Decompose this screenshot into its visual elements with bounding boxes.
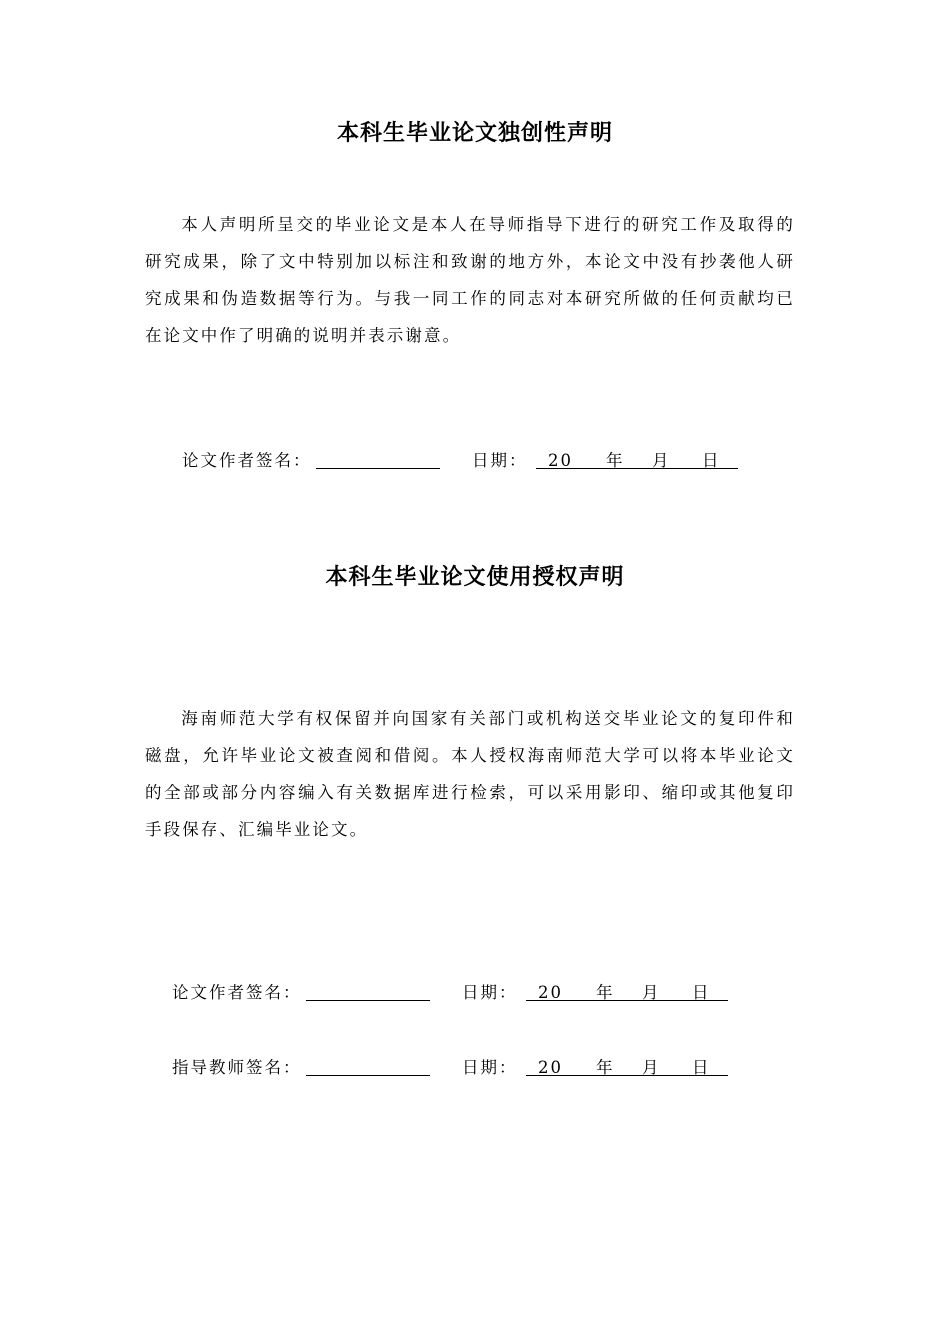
- author-signature-line[interactable]: [316, 448, 440, 469]
- date-day-label: 日: [692, 983, 711, 1002]
- authorization-body: 海南师范大学有权保留并向国家有关部门或机构送交毕业论文的复印件和磁盘，允许毕业论文被查阅和借阅。本人授权海南师范大学可以将本毕业论文的全部或部分内容编入有关数据库进行检索，可以采用影印、缩印或其他复印手段保存、汇编毕业论文。: [145, 709, 795, 839]
- advisor-signature-line[interactable]: [306, 1055, 430, 1076]
- authorization-author-signature-row: [172, 980, 792, 1006]
- date-year-prefix: 20: [548, 451, 573, 470]
- date-label: 日期：: [472, 451, 528, 470]
- authorization-advisor-signature-row: [172, 1055, 792, 1081]
- author-signature-line[interactable]: [306, 980, 430, 1001]
- date-month-label: 月: [652, 451, 671, 470]
- date-month-label: 月: [642, 983, 661, 1002]
- authorization-title: 本科生毕业论文使用授权声明: [325, 565, 625, 590]
- date-year-prefix: 20: [538, 1058, 563, 1077]
- declaration-title: 本科生毕业论文独创性声明: [336, 121, 613, 146]
- date-year-prefix: 20: [538, 983, 563, 1002]
- declaration-signature-row: [182, 448, 802, 474]
- date-month-label: 月: [642, 1058, 661, 1077]
- date-year-label: 年: [596, 1058, 615, 1077]
- advisor-signature-label: 指导教师签名：: [172, 1058, 302, 1077]
- date-year-label: 年: [596, 983, 615, 1002]
- date-label: 日期：: [462, 983, 518, 1002]
- date-label: 日期：: [462, 1058, 518, 1077]
- author-signature-label: 论文作者签名：: [182, 451, 312, 470]
- date-day-label: 日: [692, 1058, 711, 1077]
- date-day-label: 日: [702, 451, 721, 470]
- date-year-label: 年: [606, 451, 625, 470]
- declaration-body: 本人声明所呈交的毕业论文是本人在导师指导下进行的研究工作及取得的研究成果，除了文中特别加以标注和致谢的地方外，本论文中没有抄袭他人研究成果和伪造数据等行为。与我一同工作的同志对本研究所做的任何贡献均已在论文中作了明确的说明并表示谢意。: [145, 215, 795, 345]
- author-signature-label: 论文作者签名：: [172, 983, 302, 1002]
